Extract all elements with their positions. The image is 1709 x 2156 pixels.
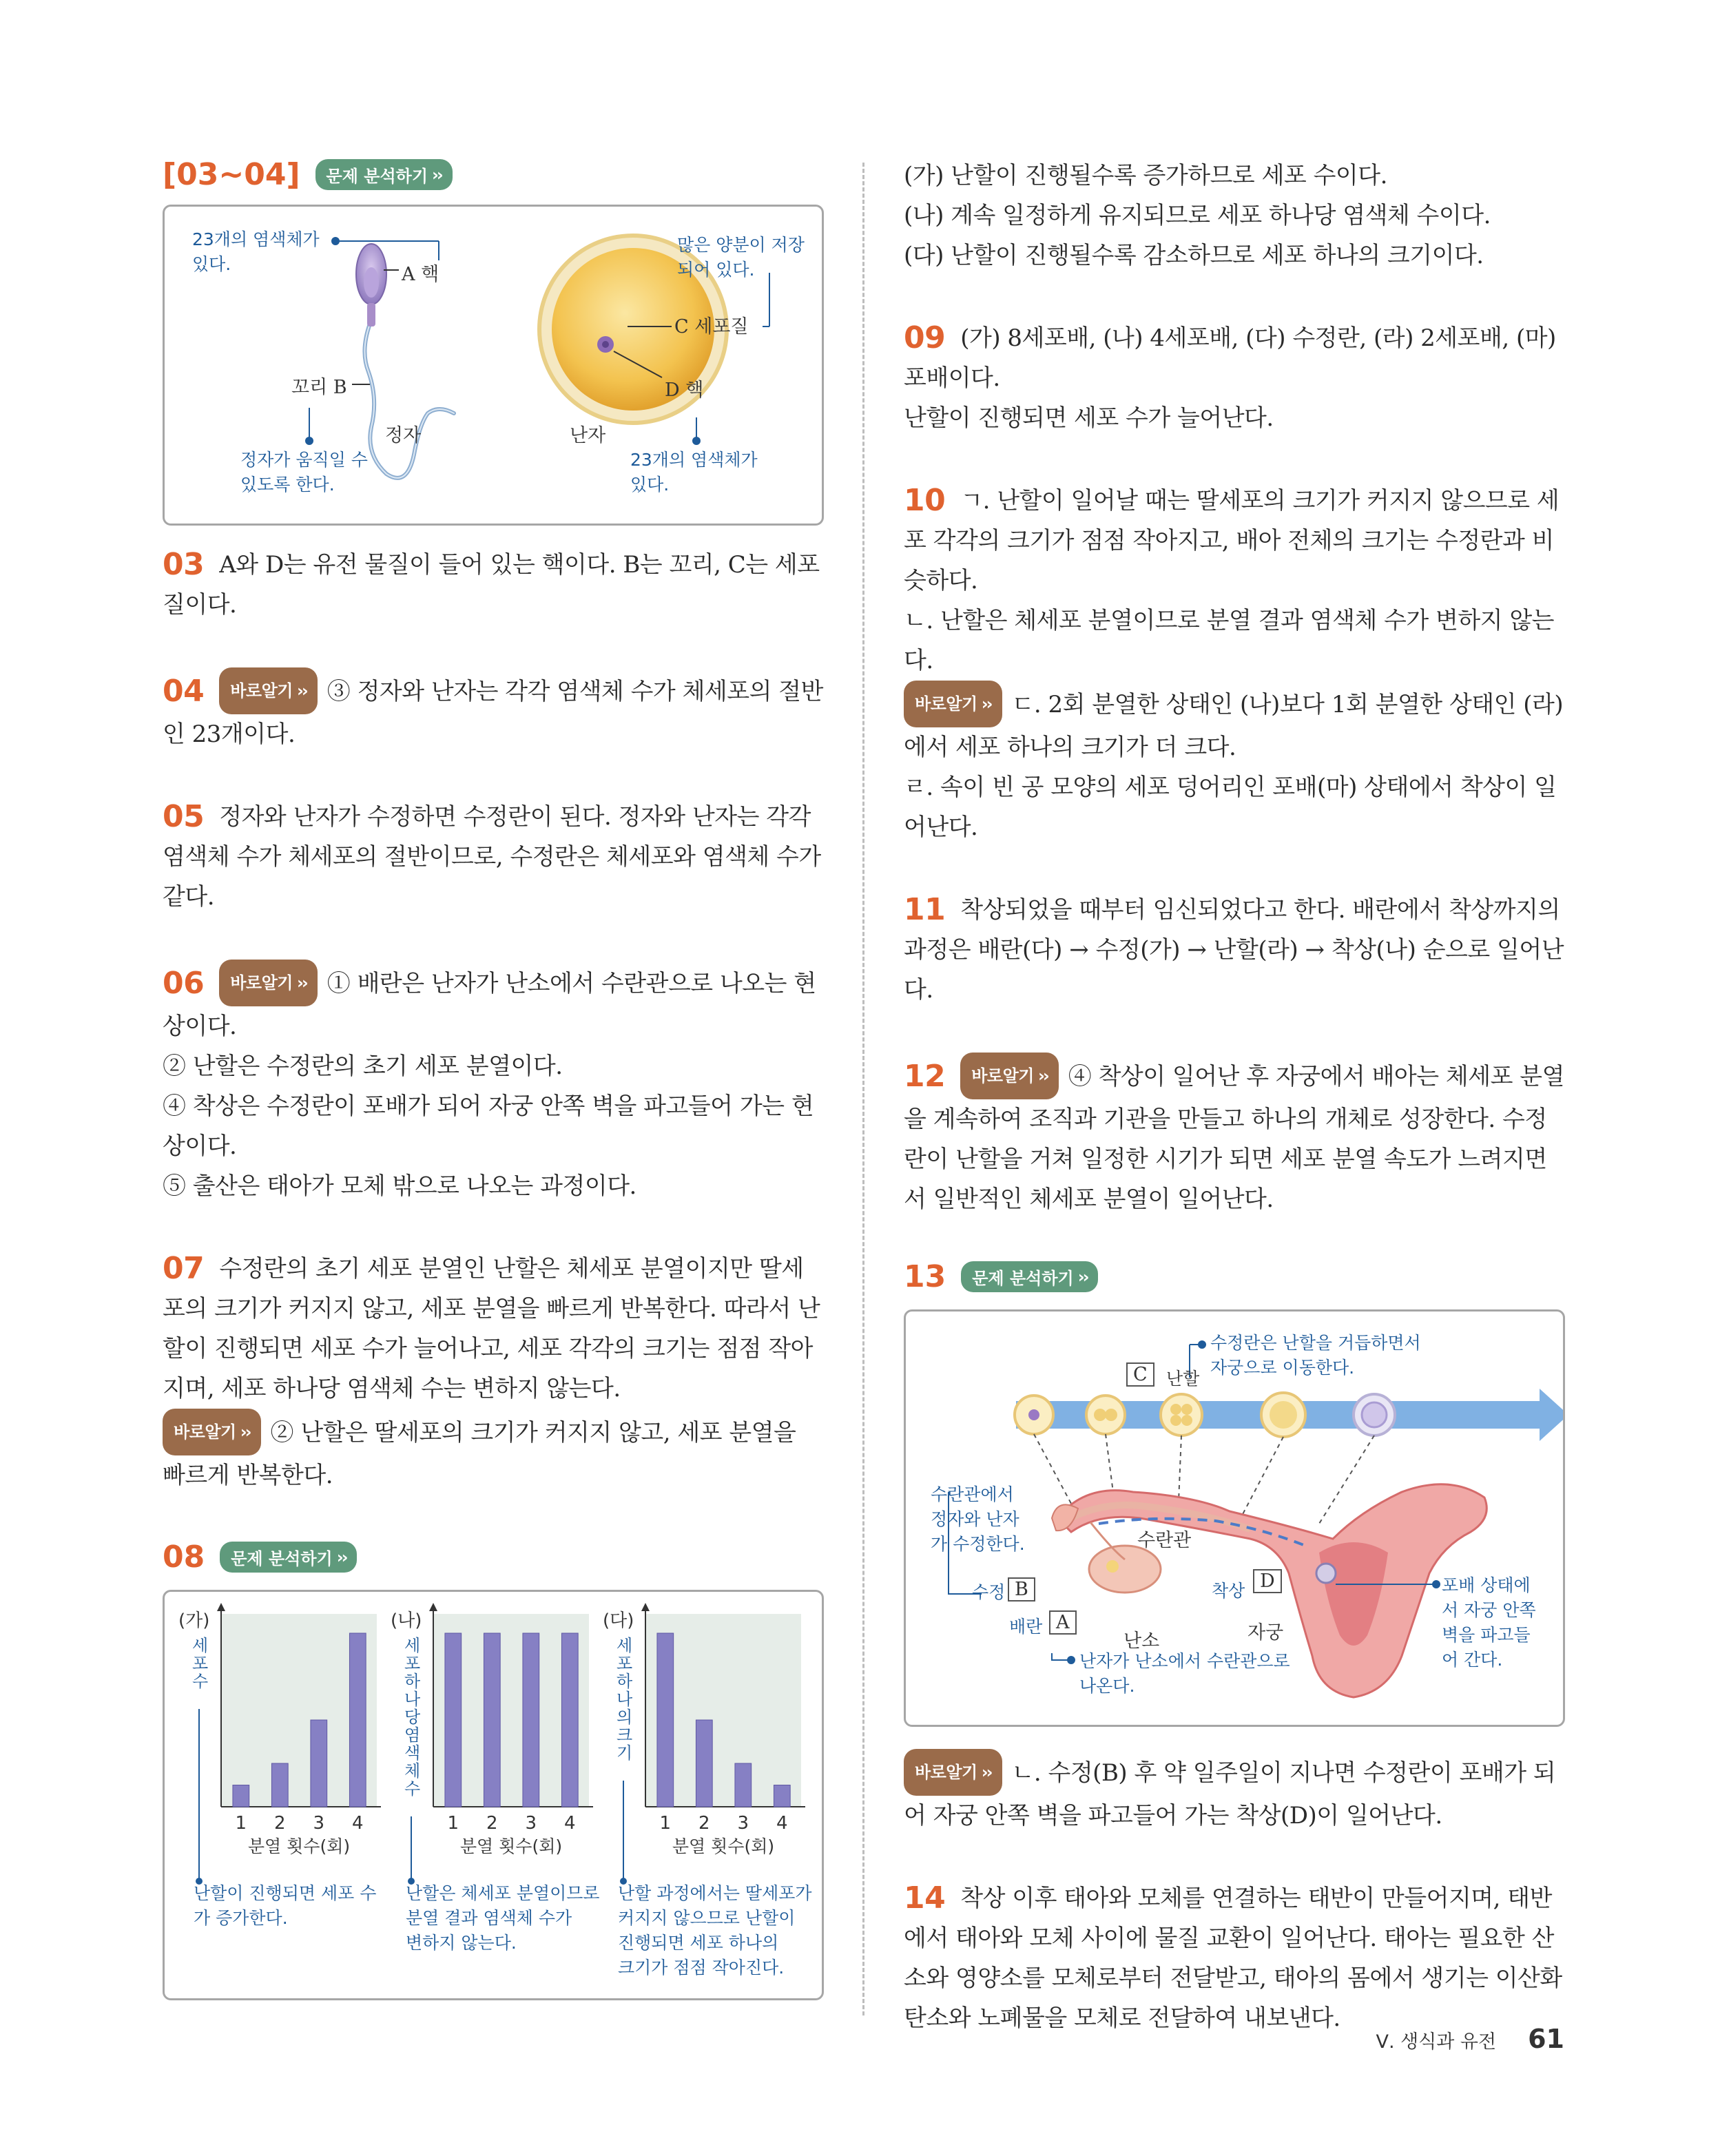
chart-caption: 난할이 진행되면 세포 수 [194,1883,377,1903]
label-oviduct: 수란관 [1137,1530,1192,1551]
bar [523,1633,539,1807]
caption-tail-movement: 정자가 움직일 수 있도록 한다. [240,450,368,495]
label-sperm: 정자 [385,425,422,446]
caption-egg-starch: 많은 양분이 저장되어 있다. [677,235,805,280]
unit-title: Ⅴ. 생식과 유전 [1376,2031,1497,2053]
y-axis-label: 의 [617,1708,633,1727]
y-axis-label: 포 [404,1654,421,1673]
q09-text2: 난할이 진행되면 세포 수가 늘어난다. [904,404,1274,432]
bar [657,1633,674,1807]
question-number: 04 [163,674,205,709]
analysis-tag [220,1542,357,1573]
caption-egg-chromosomes: 23개의 염색체가 있다. [630,450,758,495]
y-axis-arrow-icon [641,1603,650,1611]
y-axis-label: 포 [192,1654,209,1673]
x-tick-label: 3 [737,1813,749,1834]
q07-answer [163,1249,824,1495]
q06-line1: ① 배란은 난자가 난소에서 수란관으로 나오는 현상이다. [163,970,816,1040]
label-a-nucleus: A 핵 [402,264,439,285]
correction-tag [904,681,1002,727]
bar [445,1633,462,1807]
section-number: [03~04] [163,157,300,192]
q09-answer [904,318,1565,438]
q11-answer [904,890,1565,1010]
correction-tag [904,1749,1002,1796]
tag-label: 바로알기 [230,973,293,993]
q03-04-header [163,157,824,192]
sperm-egg-figure [163,205,824,526]
chart-caption: 변하지 않는다. [406,1933,517,1953]
tag-label: 바로알기 [915,1763,977,1782]
y-axis-label: 당 [404,1708,421,1727]
x-tick-label: 4 [352,1813,364,1834]
correction-tag [219,960,318,1006]
question-number: 05 [163,799,205,834]
y-axis-arrow-icon [429,1603,437,1611]
q05-answer [163,797,824,917]
correction-tag [219,667,318,714]
question-number: 10 [904,483,946,518]
x-tick-label: 2 [486,1813,498,1834]
panel-label: (가) [178,1610,210,1631]
q03-text: A와 D는 유전 물질이 들어 있는 핵이다. B는 꼬리, C는 세포질이다. [163,551,820,619]
q10-c: ㄷ. 2회 분열한 상태인 (나)보다 1회 분열한 상태인 (라)에서 세포 하나의 크기가 더 크다. [904,691,1564,761]
bar [484,1633,500,1807]
chevron-icon: ›› [296,973,307,993]
bar [271,1763,288,1807]
q12-text: ④ 착상이 일어난 후 자궁에서 배아는 체세포 분열을 계속하여 조직과 기관을 만들고 하나의 개체로 성장한다. 수정란이 난할을 거쳐 일정한 시기가 되면 세포 분열 속도가 느려지면서 일반적인 체세포 분열이 일어난다. [904,1063,1564,1213]
q13-note-text: ㄴ. 수정(B) 후 약 일주일이 지나면 수정란이 포배가 되어 자궁 안쪽 벽을 파고들어 가는 착상(D)이 일어난다. [904,1759,1556,1830]
q14-answer [904,1878,1565,2038]
caption-fertilization: 수란관에서 정자와 난자가 수정한다. [931,1484,1025,1554]
right-column [904,157,1565,2038]
q11-text: 착상되었을 때부터 임신되었다고 한다. 배란에서 착상까지의 과정은 배란(다) → 수정(가) → 난할(라) → 착상(나) 순으로 일어난다. [904,896,1564,1004]
bar [311,1720,327,1807]
x-tick-label: 3 [525,1813,537,1834]
cleavage-graphs-figure [163,1590,824,2000]
q05-text: 정자와 난자가 수정하면 수정란이 된다. 정자와 난자는 각각 염색체 수가 체세포의 절반이므로, 수정란은 체세포와 염색체 수가 같다. [163,803,821,911]
analysis-tag [315,159,453,190]
question-number: 13 [904,1259,946,1294]
q10-b: ㄴ. 난할은 체세포 분열이므로 분열 결과 염색체 수가 변하지 않는다. [904,607,1555,674]
bar [233,1785,249,1807]
x-tick-label: 2 [698,1813,710,1834]
caption-blastocyst: 포배 상태에서 자궁 안쪽 벽을 파고들어 간다. [1442,1575,1536,1670]
q12-answer [904,1053,1565,1219]
correction-tag [163,1409,261,1455]
tag-label: 문제 분석하기 [231,1549,333,1568]
chevron-icon: ›› [336,1547,346,1567]
y-axis-label: 세 [404,1636,421,1655]
label-egg: 난자 [570,425,606,446]
y-axis-label: 수 [192,1672,209,1691]
y-axis-label: 수 [404,1779,421,1799]
q06-line3: ④ 착상은 수정란이 포배가 되어 자궁 안쪽 벽을 파고들어 가는 현상이다. [163,1092,814,1160]
x-tick-label: 2 [274,1813,286,1834]
x-tick-label: 1 [447,1813,459,1834]
chevron-icon: ›› [1077,1267,1088,1287]
q08-line-ga: (가) 난할이 진행될수록 증가하므로 세포 수이다. [904,162,1387,189]
y-axis-label: 체 [404,1761,421,1781]
chart-caption: 난할은 체세포 분열이므로 [406,1883,600,1903]
x-tick-label: 4 [564,1813,576,1834]
bar [696,1720,712,1807]
panel-label: (다) [603,1610,634,1631]
page-number: 61 [1528,2024,1564,2054]
bar [349,1633,366,1807]
analysis-tag [961,1261,1098,1292]
y-axis-label: 포 [617,1654,633,1673]
chart-caption: 가 증가한다. [194,1908,288,1928]
question-number: 14 [904,1880,946,1916]
question-number: 07 [163,1251,205,1286]
tag-label: 바로알기 [174,1422,236,1442]
q08-line-na: (나) 계속 일정하게 유지되므로 세포 하나당 염색체 수이다. [904,202,1491,229]
label-ovulation: 배란 [1009,1617,1043,1637]
label-b: B [1008,1577,1035,1602]
y-axis-label: 하 [404,1672,421,1691]
question-number: 09 [904,320,946,355]
tag-label: 바로알기 [230,681,293,701]
label-d-nucleus: D 핵 [665,380,704,401]
left-column [163,157,824,2000]
tag-label: 바로알기 [971,1066,1034,1086]
q03-answer [163,545,824,625]
x-axis-label: 분열 횟수(회) [672,1836,775,1856]
chart-caption: 커지지 않으므로 난할이 [618,1908,796,1928]
fertilization-figure [904,1309,1565,1727]
y-axis-label: 세 [617,1636,633,1655]
y-axis-label: 크 [617,1725,633,1745]
y-axis-label: 하 [617,1672,633,1691]
q08-answer-lines [904,156,1565,276]
question-number: 08 [163,1540,205,1575]
q10-answer [904,481,1565,847]
q07-text: 수정란의 초기 세포 분열인 난할은 체세포 분열이지만 딸세포의 크기가 커지지 않고, 세포 분열을 빠르게 반복한다. 따라서 난할이 진행되면 세포 수가 늘어나고, 세포 각각의 크기는 점점 작아지며, 세포 하나당 염색체 수는 변하지 않는다. [163,1255,820,1402]
chevron-icon: ›› [1037,1066,1048,1086]
chevron-icon: ›› [296,681,307,701]
tag-label: 문제 분석하기 [326,167,428,186]
y-axis-label: 기 [617,1743,633,1763]
q14-text: 착상 이후 태아와 모체를 연결하는 태반이 만들어지며, 태반에서 태아와 모체 사이에 물질 교환이 일어난다. 태아는 필요한 산소와 영양소를 모체로부터 전달받고, 태아의 몸에서 생기는 이산화 탄소와 노폐물을 모체로 전달하여 내보낸다. [904,1885,1562,2032]
chevron-icon: ›› [981,694,991,714]
caption-ovulation: 난자가 난소에서 수란관으로 나온다. [1079,1651,1290,1696]
q06-answer [163,960,824,1206]
label-implantation: 착상 [1212,1581,1245,1601]
label-c: C [1126,1362,1154,1387]
x-tick-label: 1 [659,1813,672,1834]
q06-line4: ⑤ 출산은 태아가 모체 밖으로 나오는 과정이다. [163,1172,636,1200]
x-tick-label: 4 [776,1813,788,1834]
chevron-icon: ›› [981,1763,991,1782]
q04-text: ③ 정자와 난자는 각각 염색체 수가 체세포의 절반인 23개이다. [163,678,823,748]
tag-label: 문제 분석하기 [972,1269,1074,1288]
q13-note [904,1749,1565,1836]
q08-header [163,1540,824,1575]
question-number: 11 [904,892,946,927]
y-axis-label: 세 [192,1636,209,1655]
label-d: D [1253,1569,1282,1593]
y-axis-arrow-icon [217,1603,225,1611]
question-number: 03 [163,547,205,582]
x-tick-label: 3 [313,1813,325,1834]
caption-sperm-chromosomes: 23개의 염색체가 있다. [192,229,320,274]
label-ovary: 난소 [1123,1630,1160,1652]
x-axis-label: 분열 횟수(회) [247,1836,351,1856]
q09-text: (가) 8세포배, (나) 4세포배, (다) 수정란, (라) 2세포배, (마) 포배이다. [904,324,1556,392]
q04-answer [163,667,824,754]
label-uterus: 자궁 [1247,1622,1284,1644]
y-axis-label: 색 [404,1743,421,1763]
page-footer [1376,2024,1564,2054]
q08-line-da: (다) 난할이 진행될수록 감소하므로 세포 하나의 크기이다. [904,242,1484,269]
q10-d: ㄹ. 속이 빈 공 모양의 세포 덩어리인 포배(마) 상태에서 착상이 일어난다. [904,774,1557,841]
x-tick-label: 1 [235,1813,247,1834]
y-axis-label: 나 [617,1690,633,1709]
correction-tag [960,1053,1059,1099]
chart-caption: 진행되면 세포 하나의 [618,1933,779,1953]
tag-label: 바로알기 [915,694,977,714]
q13-header [904,1259,1565,1294]
q10-a: ㄱ. 난할이 일어날 때는 딸세포의 크기가 커지지 않으므로 세포 각각의 크기가 점점 작아지고, 배아 전체의 크기는 수정란과 비슷하다. [904,487,1560,594]
chart-caption: 크기가 점점 작아진다. [618,1958,785,1978]
bar [735,1763,752,1807]
chevron-icon: ›› [240,1422,250,1442]
column-divider [862,163,864,2015]
chart-caption: 분열 결과 염색체 수가 [406,1908,572,1928]
chevron-icon: ›› [432,165,442,185]
ovary-icon [1089,1546,1161,1593]
label-cleavage: 난할 [1166,1369,1200,1389]
q07-note: ② 난할은 딸세포의 크기가 커지지 않고, 세포 분열을 빠르게 반복한다. [163,1419,796,1489]
label-c-cytoplasm: C 세포질 [674,316,749,338]
q06-line2: ② 난할은 수정란의 초기 세포 분열이다. [163,1053,563,1080]
question-number: 06 [163,966,205,1001]
caption-zygote-moves: 수정란은 난할을 거듭하면서 자궁으로 이동한다. [1210,1333,1421,1378]
label-a: A [1049,1610,1077,1635]
bar [774,1785,790,1807]
label-b-tail: 꼬리 B [291,377,347,398]
x-axis-label: 분열 횟수(회) [459,1836,563,1856]
chart-caption: 난할 과정에서는 딸세포가 [618,1883,812,1903]
label-fertilization: 수정 [972,1582,1006,1602]
y-axis-label: 염 [404,1725,421,1745]
y-axis-label: 나 [404,1690,421,1709]
question-number: 12 [904,1059,946,1094]
panel-label: (나) [391,1610,422,1631]
cleavage-bar-charts [165,1592,822,1998]
bar [561,1633,578,1807]
